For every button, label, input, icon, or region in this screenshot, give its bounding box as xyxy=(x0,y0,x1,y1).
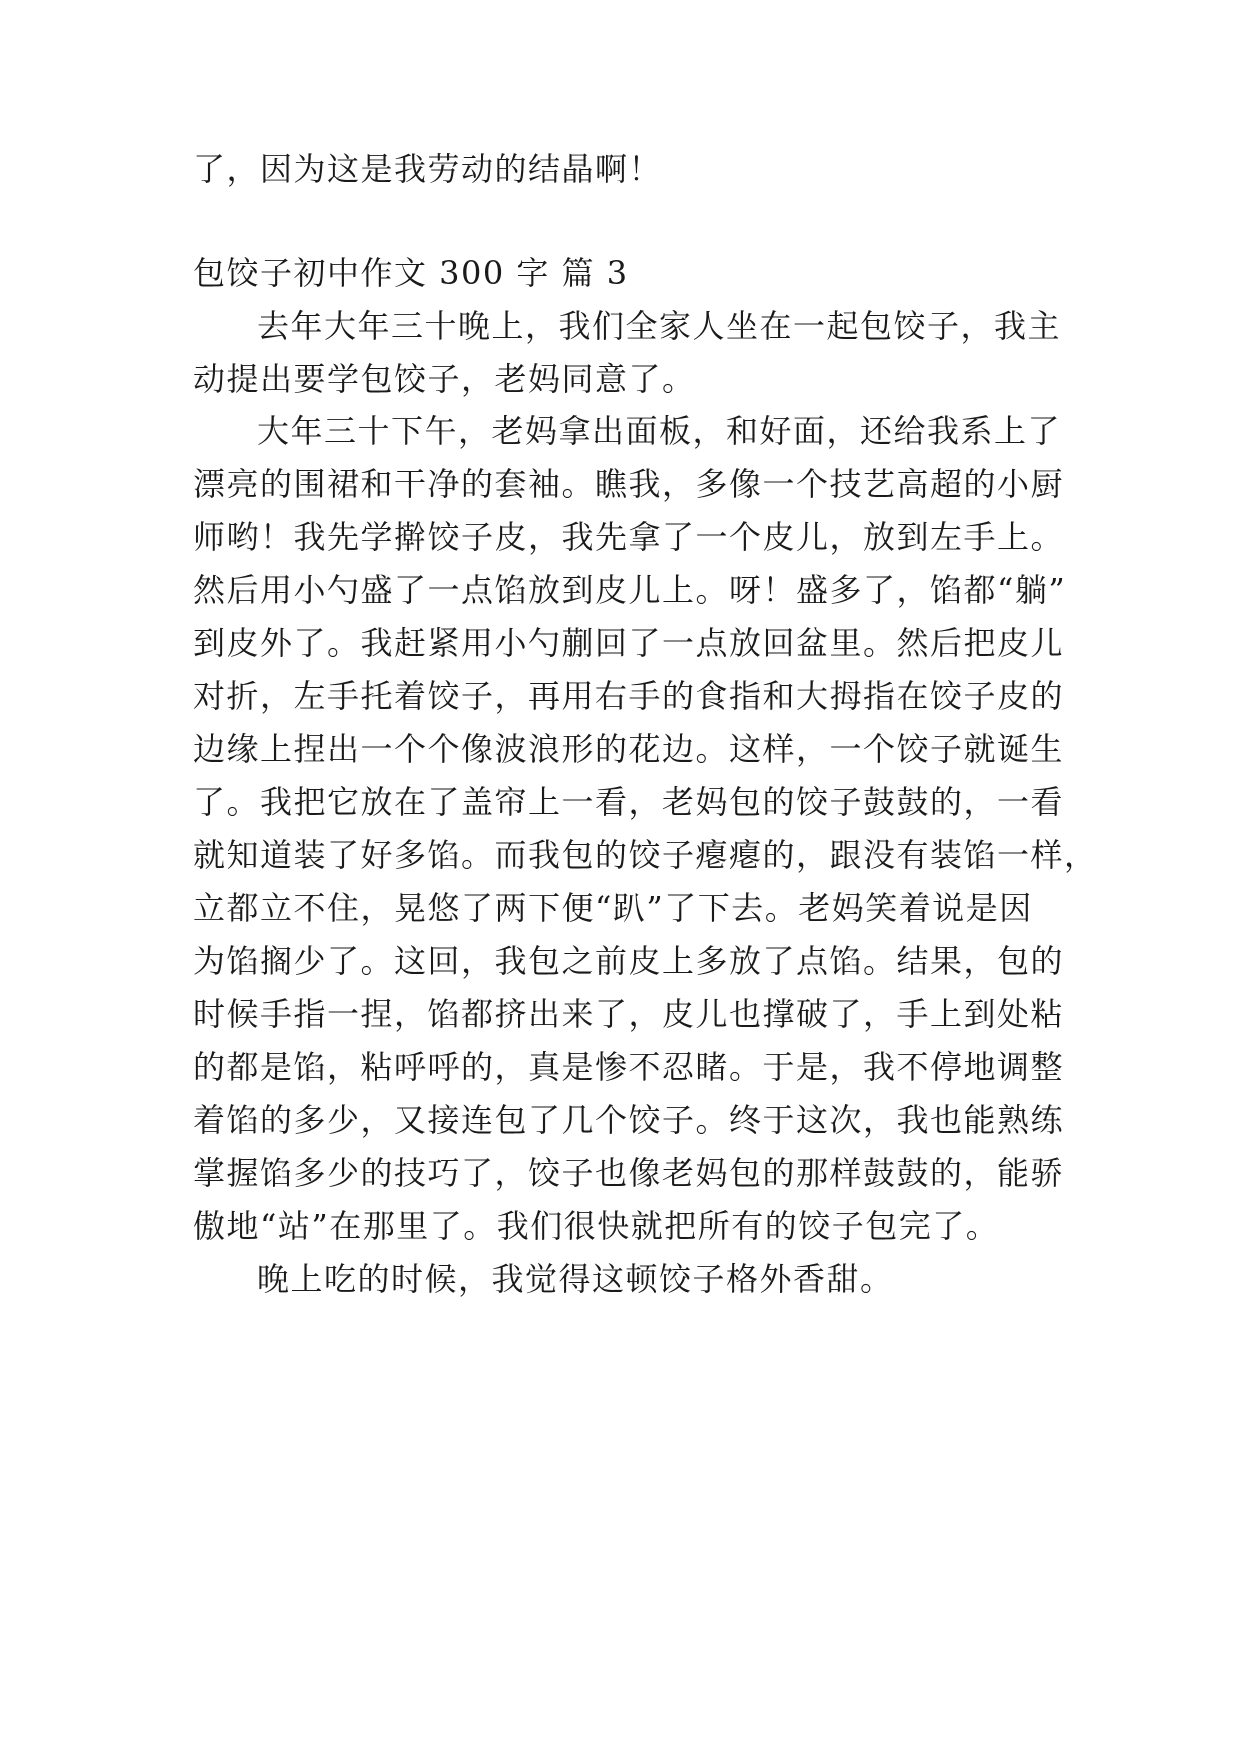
paragraph-line: 然后用小勺盛了一点馅放到皮儿上。呀！盛多了，馅都“躺” xyxy=(193,571,1067,609)
section-title: 包饺子初中作文 300 字 篇 3 xyxy=(193,254,629,292)
paragraph-line: 时候手指一捏，馅都挤出来了，皮儿也撑破了，手上到处粘 xyxy=(193,995,1065,1033)
paragraph-line: 大年三十下午，老妈拿出面板，和好面，还给我系上了 xyxy=(257,412,1062,450)
paragraph-line: 动提出要学包饺子，老妈同意了。 xyxy=(193,360,696,398)
paragraph-line: 立都立不住，晃悠了两下便“趴”了下去。老妈笑着说是因 xyxy=(193,889,1033,927)
paragraph-line: 就知道装了好多馅。而我包的饺子瘪瘪的，跟没有装馅一样， xyxy=(193,836,1098,874)
paragraph-line: 到皮外了。我赶紧用小勺蒯回了一点放回盆里。然后把皮儿 xyxy=(193,624,1065,662)
paragraph-line: 漂亮的围裙和干净的套袖。瞧我，多像一个技艺高超的小厨 xyxy=(193,465,1065,503)
paragraph-line: 边缘上捏出一个个像波浪形的花边。这样，一个饺子就诞生 xyxy=(193,730,1065,768)
paragraph-line: 了。我把它放在了盖帘上一看，老妈包的饺子鼓鼓的，一看 xyxy=(193,783,1065,821)
paragraph-line: 晚上吃的时候，我觉得这顿饺子格外香甜。 xyxy=(257,1260,894,1298)
paragraph-line: 着馅的多少，又接连包了几个饺子。终于这次，我也能熟练 xyxy=(193,1101,1065,1139)
paragraph-line: 傲地“站”在那里了。我们很快就把所有的饺子包完了。 xyxy=(193,1207,1000,1245)
paragraph-line: 去年大年三十晚上，我们全家人坐在一起包饺子，我主 xyxy=(257,307,1062,345)
paragraph-line: 的都是馅，粘呼呼的，真是惨不忍睹。于是，我不停地调整 xyxy=(193,1048,1065,1086)
paragraph-line: 掌握馅多少的技巧了，饺子也像老妈包的那样鼓鼓的，能骄 xyxy=(193,1154,1065,1192)
paragraph-line: 师哟！我先学擀饺子皮，我先拿了一个皮儿，放到左手上。 xyxy=(193,518,1065,556)
paragraph-line: 对折，左手托着饺子，再用右手的食指和大拇指在饺子皮的 xyxy=(193,677,1065,715)
paragraph-line: 为馅搁少了。这回，我包之前皮上多放了点馅。结果，包的 xyxy=(193,942,1065,980)
carry-over-line: 了，因为这是我劳动的结晶啊！ xyxy=(193,150,663,188)
